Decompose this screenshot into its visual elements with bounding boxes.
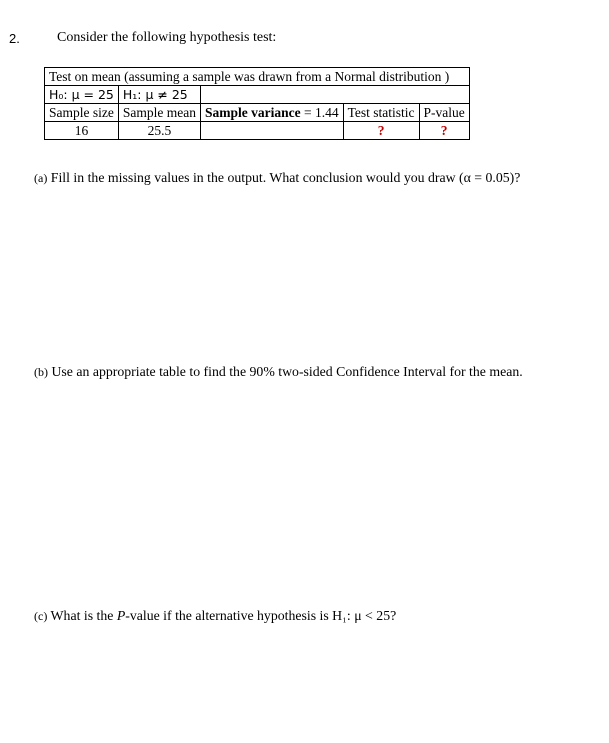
value-sample-mean: 25.5	[118, 122, 200, 140]
header-test-statistic: Test statistic	[343, 104, 419, 122]
part-c-text-italic: P	[116, 608, 126, 623]
question-number: 2.	[9, 31, 20, 46]
part-a-label: (a)	[34, 171, 48, 185]
table-title: Test on mean (assuming a sample was drawn from a Normal distribution )	[45, 68, 470, 86]
sample-variance-value: = 1.44	[300, 105, 339, 120]
hypotheses-empty-cell	[200, 86, 469, 104]
null-hypothesis: H₀: μ = 25	[45, 86, 119, 104]
header-sample-mean: Sample mean	[118, 104, 200, 122]
part-b-text: Use an appropriate table to find the 90% two-sided Confidence Interval for the mean.	[51, 364, 523, 379]
table-title-row	[45, 68, 470, 86]
part-c-text-before: What is the	[50, 608, 117, 623]
part-a-text: Fill in the missing values in the output. What conclusion would you draw (α = 0.05)?	[50, 170, 521, 185]
values-row	[45, 122, 470, 140]
part-c-text-after: -value if the alternative hypothesis is H₁: μ < 25?	[125, 608, 397, 623]
alternative-hypothesis: H₁: μ ≠ 25	[118, 86, 200, 104]
value-test-statistic: ?	[343, 122, 419, 140]
hypothesis-test-table	[44, 67, 470, 140]
part-b-label: (b)	[34, 365, 48, 379]
header-sample-variance	[200, 104, 343, 122]
part-c-label: (c)	[34, 609, 48, 623]
part-b	[34, 364, 523, 380]
value-p-value: ?	[419, 122, 469, 140]
value-sample-variance-empty	[200, 122, 343, 140]
part-a	[34, 170, 520, 186]
header-sample-size: Sample size	[45, 104, 119, 122]
question-intro: Consider the following hypothesis test:	[57, 30, 277, 45]
part-c	[34, 608, 396, 624]
header-row	[45, 104, 470, 122]
sample-variance-label: Sample variance	[204, 105, 301, 120]
header-p-value: P-value	[419, 104, 469, 122]
hypotheses-row	[45, 86, 470, 104]
value-sample-size: 16	[45, 122, 119, 140]
